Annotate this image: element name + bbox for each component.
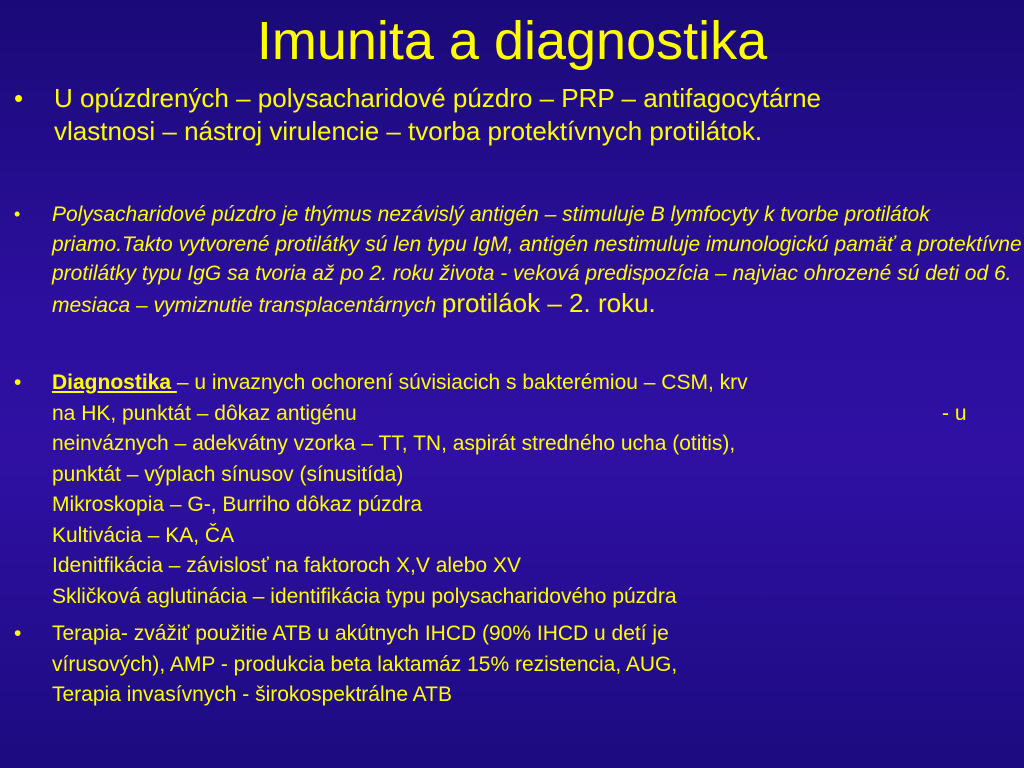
bullet-text: [52, 368, 1012, 612]
therapy-line-3: Terapia invasívnych - širokospektrálne ATB: [52, 683, 452, 706]
diagnostics-line-1: – u invaznych ochorení súvisiacich s bakterémiou – CSM, krv: [176, 371, 748, 394]
bullet-text: U opúzdrených – polysacharidové púzdro – PRP – antifagocytárne vlastnosi – nástroj virulencie – tvorba protektívnych protilátok.: [54, 83, 821, 146]
therapy-line-2: vírusových), AMP - produkcia beta laktamáz 15% rezistencia, AUG,: [52, 652, 678, 676]
diagnostics-line-6: Kultivácia – KA, ČA: [52, 523, 235, 547]
bullet-text: [52, 200, 1022, 320]
diagnostics-line-7: Idenitfikácia – závislosť na faktoroch X,V alebo XV: [52, 554, 521, 577]
bullet-text-italic: Polysacharidové púzdro je thýmus nezávislý antigén – stimuluje B lymfocyty k tvorbe protilátok priamo.Takto vytvorené protilátky sú len typu IgM, antigén nestimuluje imunologickú pamäť a protektívne protilátky typu IgG sa tvoria až po 2. roku života - veková predispozícia – najviac ohrozené sú deti od 6. mesiaca – vymiznutie transplacentárnych: [52, 203, 1022, 317]
diagnostics-line-5: Mikroskopia – G-, Burriho dôkaz púzdra: [52, 493, 422, 516]
bullet-marker: •: [14, 371, 22, 394]
diagnostics-line-2: na HK, punktát – dôkaz antigénu: [52, 401, 357, 425]
diagnostics-line-8: Skličková aglutinácia – identifikácia typu polysacharidového púzdra: [52, 584, 677, 608]
bullet-text: [52, 619, 1012, 711]
therapy-line-1: Terapia- zvážiť použitie ATB u akútnych IHCD (90% IHCD u detí je: [52, 622, 669, 645]
diagnostics-line-2-right: - u: [942, 401, 967, 425]
bullet-marker: •: [14, 204, 21, 224]
bullet-marker: •: [14, 622, 22, 645]
diagnostics-keyword: Diagnostika: [52, 371, 177, 394]
bullet-text-tail: protiláok – 2. roku.: [441, 287, 656, 318]
diagnostics-line-4: punktát – výplach sínusov (sínusitída): [52, 462, 404, 486]
slide-title: Imunita a diagnostika: [256, 11, 768, 71]
bullet-marker: •: [14, 83, 24, 113]
diagnostics-line-3: neinváznych – adekvátny vzorka – TT, TN, aspirát stredného ucha (otitis),: [52, 432, 736, 455]
